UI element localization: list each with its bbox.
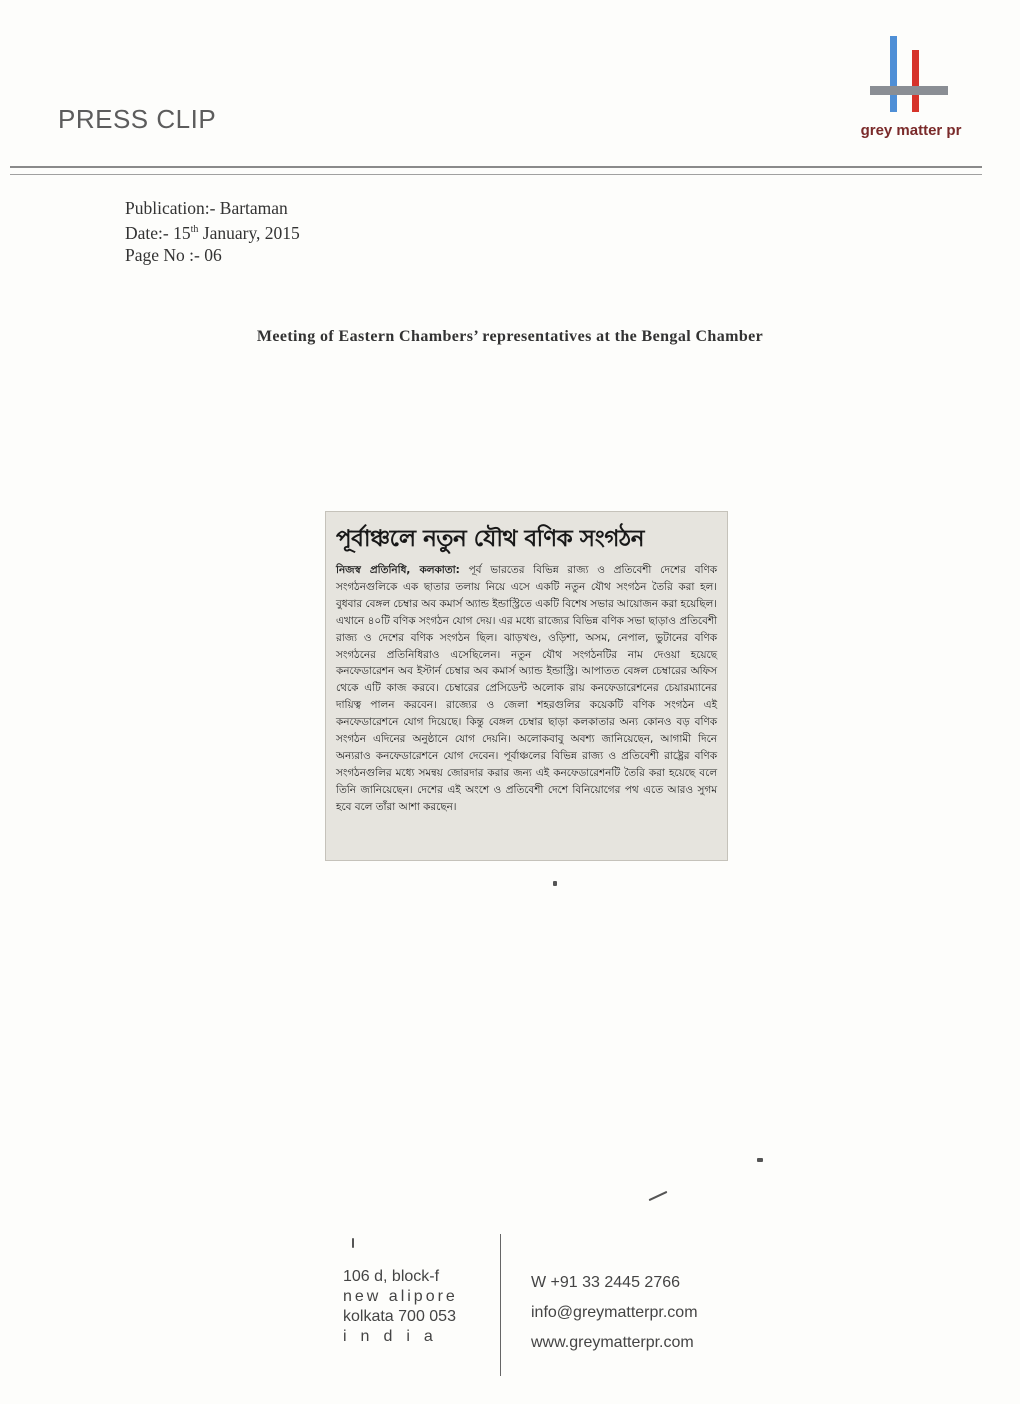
footer-address — [343, 1267, 458, 1347]
scan-speck — [649, 1191, 668, 1201]
page-number: Page No :- 06 — [125, 244, 222, 265]
clipping-text: পূর্ব ভারতের বিভিন্ন রাজ্য ও প্রতিবেশী দেশের বণিক সংগঠনগুলিকে এক ছাতার তলায় নিয়ে এসে একটি নতুন যৌথ সংগঠন তৈরি করা হল। বুধবার বেঙ্গল চেম্বার অব কমার্স অ্যান্ড ইন্ডাস্ট্রিতে একটি বিশেষ সভার আয়োজন করা হয়েছিল। এখানে ৪০টি বণিক সংগঠন যোগ দেয়। এর মধ্যে রাজ্যের বিভিন্ন বণিক সভা ছাড়াও প্রতিবেশী রাজ্য ও দেশের বণিক সংগঠন ছিল। ঝাড়খণ্ড, ওড়িশা, অসম, নেপাল, ভুটানের বণিক সংগঠনের প্রতিনিধিরাও এসেছিলেন। নতুন যৌথ সংগঠনটির নাম দেওয়া হয়েছে কনফেডারেশন অব ইস্টার্ন চেম্বার অব কমার্স অ্যান্ড ইন্ডাস্ট্রি। আপাতত বেঙ্গল চেম্বারের অফিস থেকে এটি কাজ করবে। চেম্বারের প্রেসিডেন্ট অলোক রায় কনফেডারেশনের চেয়ারম্যানের দায়িত্ব পালন করবেন। রাজ্যের ও জেলা শহরগুলির কয়েকটি বণিক সংগঠন এই কনফেডারেশনে যোগ দিয়েছে। কিন্তু বেঙ্গল চেম্বার ছাড়া কলকাতার অন্য কোনও বড় বণিক সংগঠন এদিনের অনুষ্ঠানে যোগ দেয়নি। অলোকবাবু অবশ্য জানিয়েছেন, আগামী দিনে অন্যরাও কনফেডারেশনে যোগ দেবেন। পূর্বাঞ্চলের বিভিন্ন রাজ্য ও প্রতিবেশী রাষ্ট্রের বণিক সংগঠনগুলির মধ্যে সমন্বয় জোরদার করার জন্য এই কনফেডারেশনটি তৈরি করা হয়েছে বলে তিনি জানিয়েছেন। দেশের এই অংশে ও প্রতিবেশী দেশে বিনিয়োগের পথ এতে আরও সুগম হবে বলে তাঁরা আশা করছেন। — [336, 564, 718, 813]
scan-speck — [553, 881, 557, 886]
logo-mark-icon — [870, 34, 950, 114]
scan-speck — [352, 1238, 354, 1248]
address-line: kolkata 700 053 — [343, 1308, 456, 1325]
clipping-dateline: নিজস্ব প্রতিনিধি, কলকাতা: — [336, 564, 460, 576]
footer-website[interactable]: www.greymatterpr.com — [531, 1334, 694, 1351]
footer-divider — [500, 1234, 501, 1376]
footer-email[interactable]: info@greymatterpr.com — [531, 1304, 698, 1321]
address-line: new alipore — [343, 1288, 458, 1305]
clip-headline: Meeting of Eastern Chambers’ representatives at the Bengal Chamber — [256, 328, 764, 345]
footer-phone: W +91 33 2445 2766 — [531, 1274, 681, 1291]
press-clip-title: PRESS CLIP — [58, 104, 217, 134]
header-divider-thin — [10, 174, 982, 175]
scan-speck — [757, 1158, 763, 1162]
address-line: india — [343, 1328, 447, 1345]
publication-name: Publication:- Bartaman — [125, 198, 288, 218]
publication-date: Date:- 15th January, 2015 — [125, 222, 300, 243]
publication-meta — [125, 197, 300, 266]
logo-text: grey matter pr — [860, 122, 962, 139]
address-line: 106 d, block-f — [343, 1268, 440, 1285]
footer-contact — [531, 1268, 698, 1358]
clipping-body — [336, 562, 717, 816]
header-divider — [10, 166, 982, 168]
grey-matter-logo — [852, 30, 972, 145]
clipping-headline: পূর্বাঞ্চলে নতুন যৌথ বণিক সংগঠন — [336, 526, 644, 552]
newspaper-clipping — [325, 511, 728, 861]
